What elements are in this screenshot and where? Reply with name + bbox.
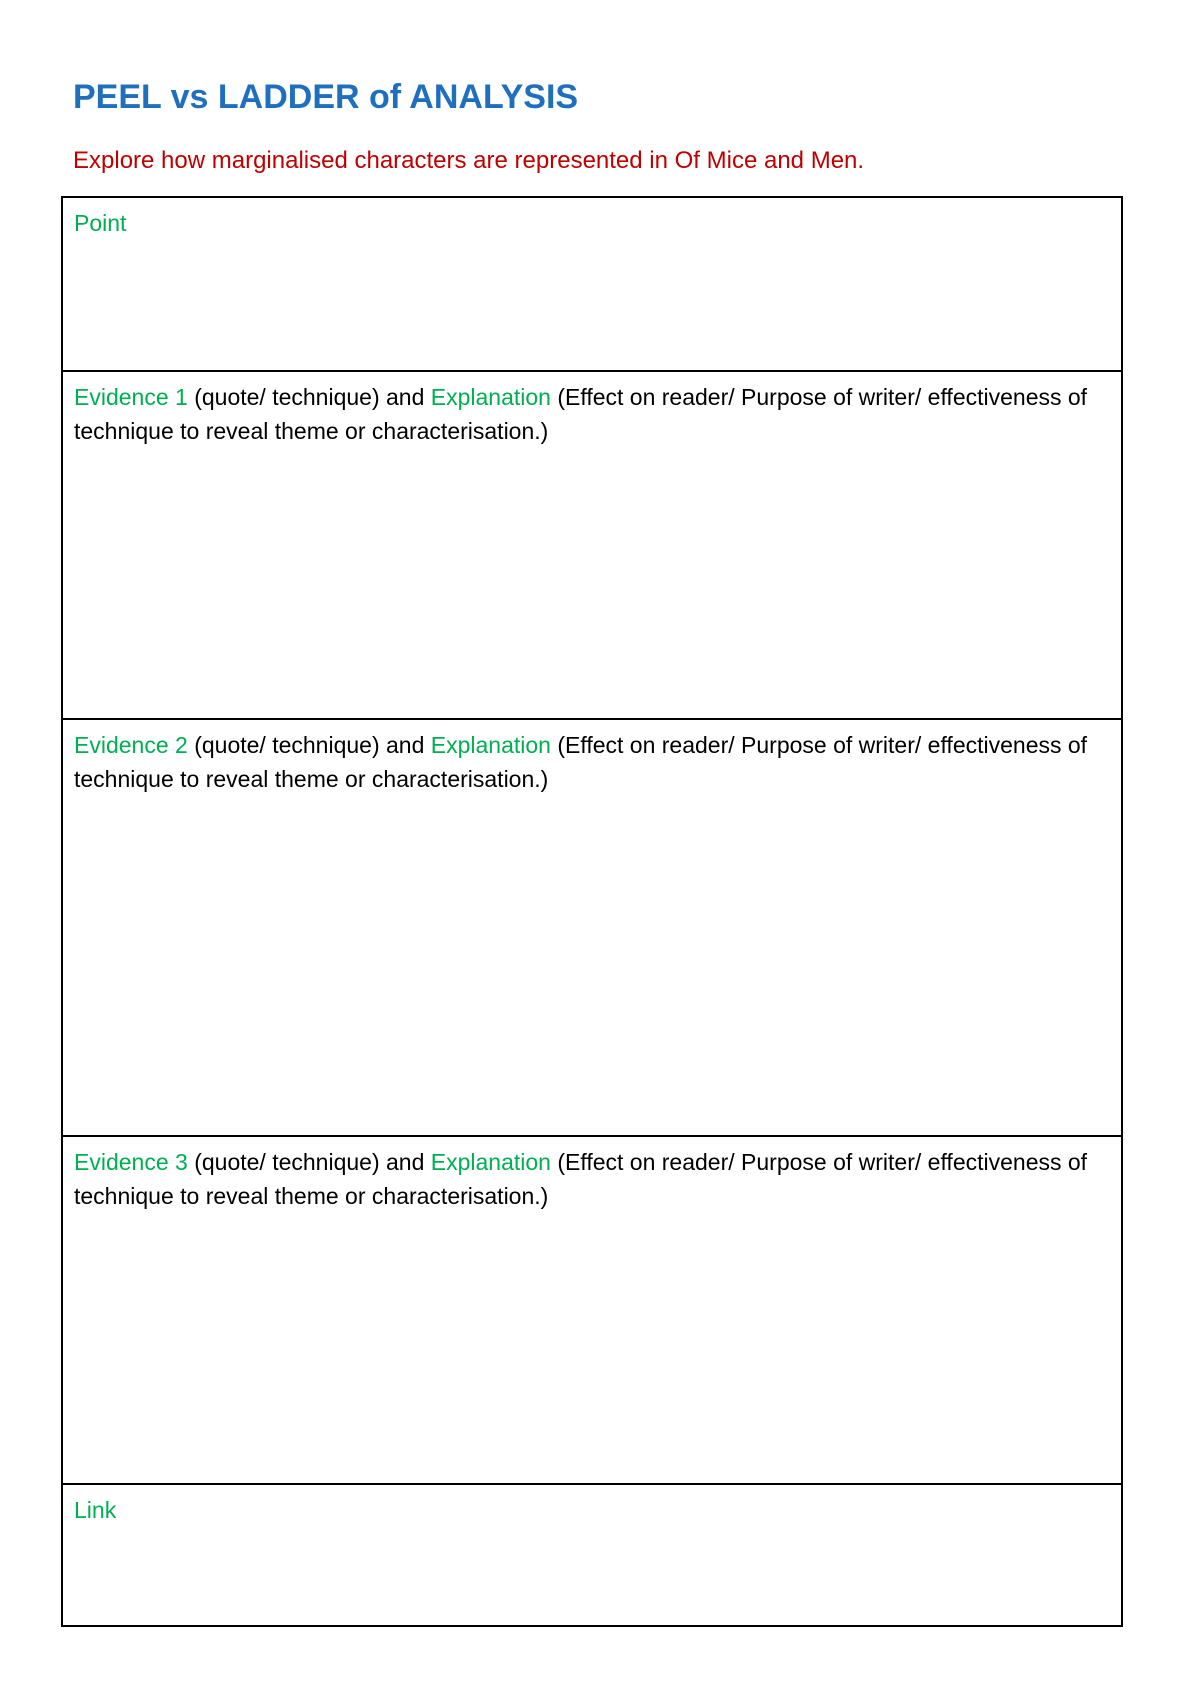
point-label: Point bbox=[74, 210, 127, 236]
evidence-2-instruction: (quote/ technique) and bbox=[187, 732, 431, 758]
evidence-3-explanation-instruction: (Effect on reader/ Purpose of writer/ effectiveness of technique to reveal theme or characterisation.) bbox=[74, 1149, 1088, 1209]
evidence-3-cell[interactable] bbox=[63, 1137, 1121, 1485]
evidence-3-instruction: (quote/ technique) and bbox=[187, 1149, 431, 1175]
evidence-1-explanation-instruction: (Effect on reader/ Purpose of writer/ effectiveness of technique to reveal theme or characterisation.) bbox=[74, 384, 1088, 444]
page-title: PEEL vs LADDER of ANALYSIS bbox=[73, 78, 579, 116]
essay-question: Explore how marginalised characters are represented in Of Mice and Men. bbox=[73, 147, 865, 174]
link-cell[interactable] bbox=[63, 1485, 1121, 1625]
evidence-1-label: Evidence 1 bbox=[74, 384, 188, 410]
evidence-1-instruction: (quote/ technique) and bbox=[187, 384, 431, 410]
point-cell[interactable] bbox=[63, 198, 1121, 372]
evidence-1-explanation-label: Explanation bbox=[430, 384, 551, 410]
peel-table bbox=[61, 196, 1123, 1627]
evidence-3-label: Evidence 3 bbox=[74, 1149, 188, 1175]
evidence-2-explanation-label: Explanation bbox=[430, 732, 551, 758]
evidence-2-label: Evidence 2 bbox=[74, 732, 188, 758]
evidence-2-cell[interactable] bbox=[63, 720, 1121, 1137]
evidence-2-explanation-instruction: (Effect on reader/ Purpose of writer/ effectiveness of technique to reveal theme or characterisation.) bbox=[74, 732, 1088, 792]
evidence-1-cell[interactable] bbox=[63, 372, 1121, 720]
evidence-3-explanation-label: Explanation bbox=[430, 1149, 551, 1175]
link-label: Link bbox=[74, 1497, 117, 1523]
